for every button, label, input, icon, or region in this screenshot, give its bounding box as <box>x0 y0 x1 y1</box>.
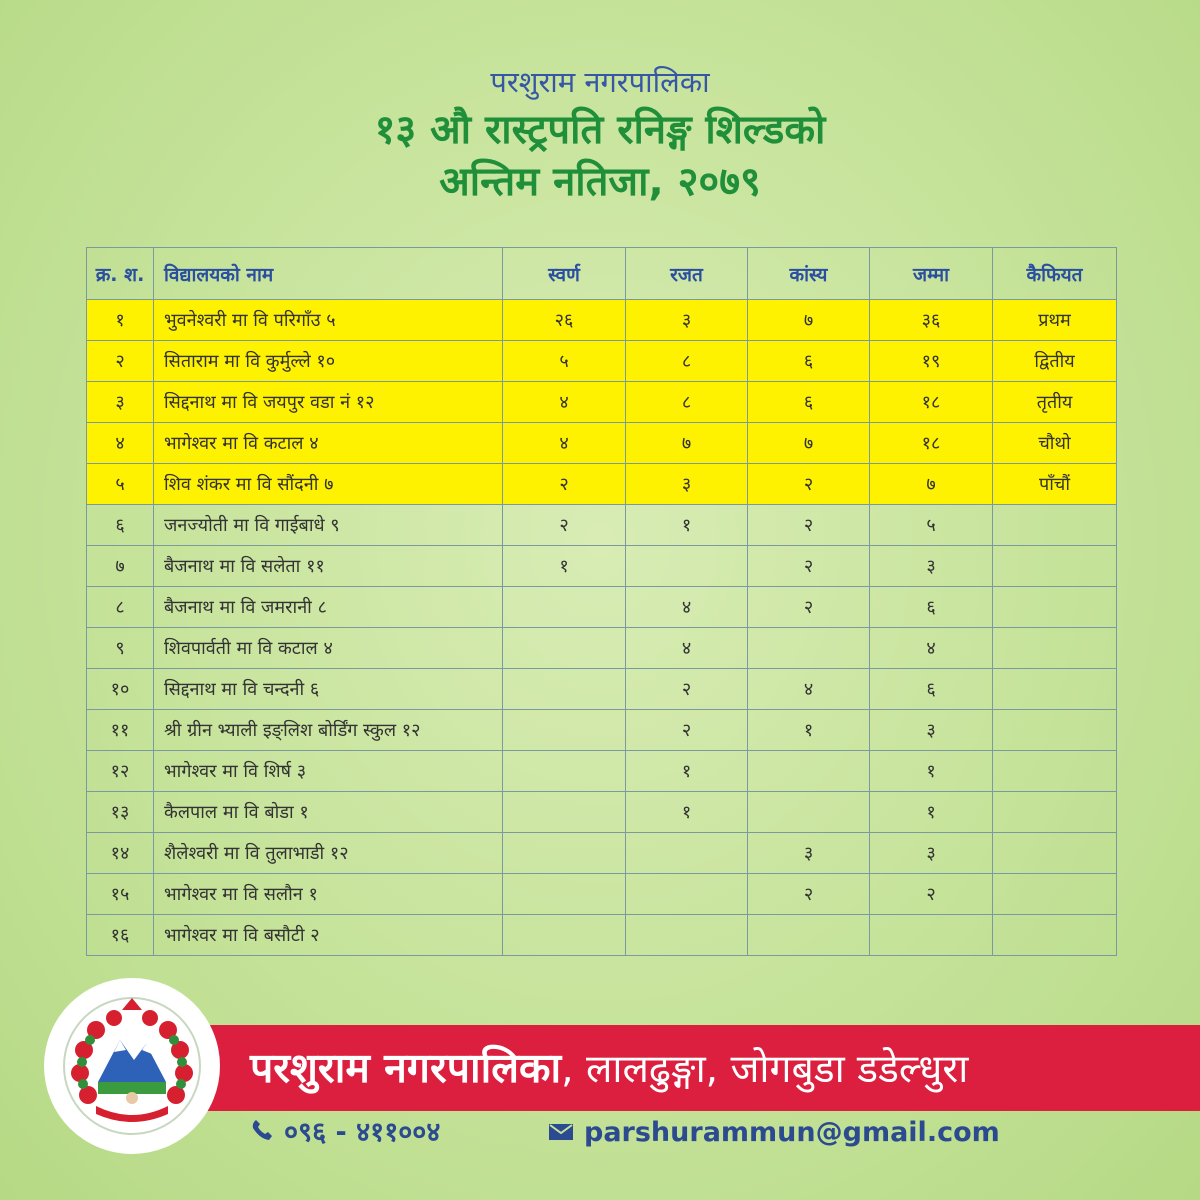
cell-name: भागेश्वर मा वि सलौन १ <box>154 874 503 915</box>
cell-bronze: १ <box>748 710 870 751</box>
cell-remarks: तृतीय <box>993 382 1117 423</box>
cell-gold: ५ <box>503 341 626 382</box>
cell-silver: १ <box>626 751 748 792</box>
cell-total: ६ <box>870 587 993 628</box>
cell-silver: ४ <box>626 628 748 669</box>
cell-gold: २ <box>503 505 626 546</box>
cell-bronze <box>748 628 870 669</box>
cell-sn: १६ <box>87 915 154 956</box>
cell-silver: ८ <box>626 341 748 382</box>
cell-total: १ <box>870 792 993 833</box>
cell-total: ३ <box>870 833 993 874</box>
org-name: परशुराम नगरपालिका <box>490 65 710 99</box>
cell-bronze: ७ <box>748 423 870 464</box>
table-row <box>87 669 1117 710</box>
cell-remarks <box>993 874 1117 915</box>
cell-silver: ७ <box>626 423 748 464</box>
cell-silver <box>626 546 748 587</box>
cell-sn: ८ <box>87 587 154 628</box>
cell-total: ७ <box>870 464 993 505</box>
cell-bronze: २ <box>748 874 870 915</box>
cell-silver: ३ <box>626 464 748 505</box>
cell-silver: २ <box>626 710 748 751</box>
cell-name: बैजनाथ मा वि जमरानी ८ <box>154 587 503 628</box>
cell-silver <box>626 874 748 915</box>
cell-bronze: २ <box>748 587 870 628</box>
table-row <box>87 915 1117 956</box>
cell-name: सिताराम मा वि कुर्मुल्ले १० <box>154 341 503 382</box>
table-body <box>87 300 1117 956</box>
nepal-emblem-icon <box>44 978 220 1154</box>
footer-address: , लालढुङ्गा, जोगबुडा डडेल्धुरा <box>561 1047 969 1092</box>
cell-bronze: ४ <box>748 669 870 710</box>
cell-remarks: प्रथम <box>993 300 1117 341</box>
cell-silver <box>626 915 748 956</box>
cell-remarks <box>993 833 1117 874</box>
col-header-gold: स्वर्ण <box>503 248 626 300</box>
cell-gold <box>503 751 626 792</box>
table-row <box>87 464 1117 505</box>
cell-total: ६ <box>870 669 993 710</box>
table-row <box>87 710 1117 751</box>
contact-phone <box>250 1113 440 1153</box>
cell-gold <box>503 628 626 669</box>
table-row <box>87 341 1117 382</box>
header <box>0 60 1200 208</box>
cell-total <box>870 915 993 956</box>
cell-silver: ४ <box>626 587 748 628</box>
cell-silver: २ <box>626 669 748 710</box>
table-row <box>87 505 1117 546</box>
cell-sn: ७ <box>87 546 154 587</box>
cell-total: १८ <box>870 382 993 423</box>
cell-remarks <box>993 505 1117 546</box>
cell-gold: ४ <box>503 382 626 423</box>
cell-gold <box>503 710 626 751</box>
cell-bronze <box>748 751 870 792</box>
cell-remarks: पाँचौं <box>993 464 1117 505</box>
cell-remarks <box>993 669 1117 710</box>
cell-total: १८ <box>870 423 993 464</box>
cell-gold <box>503 669 626 710</box>
cell-gold: १ <box>503 546 626 587</box>
cell-name: जनज्योती मा वि गाईबाधे ९ <box>154 505 503 546</box>
cell-gold <box>503 915 626 956</box>
cell-remarks <box>993 546 1117 587</box>
cell-name: कैलपाल मा वि बोडा १ <box>154 792 503 833</box>
cell-silver: १ <box>626 505 748 546</box>
cell-total: ३ <box>870 710 993 751</box>
cell-sn: १२ <box>87 751 154 792</box>
cell-gold: २ <box>503 464 626 505</box>
cell-sn: ९ <box>87 628 154 669</box>
cell-sn: १३ <box>87 792 154 833</box>
cell-name: शैलेश्वरी मा वि तुलाभाडी १२ <box>154 833 503 874</box>
phone-number: ०९६ - ४११००४ <box>284 1117 441 1148</box>
cell-silver <box>626 833 748 874</box>
title-line-2: अन्तिम नतिजा, २०७९ <box>439 159 761 205</box>
cell-remarks <box>993 710 1117 751</box>
cell-gold <box>503 833 626 874</box>
cell-gold <box>503 874 626 915</box>
cell-bronze: २ <box>748 505 870 546</box>
cell-sn: ६ <box>87 505 154 546</box>
cell-silver: ३ <box>626 300 748 341</box>
cell-name: भागेश्वर मा वि बसौटी २ <box>154 915 503 956</box>
cell-bronze: २ <box>748 546 870 587</box>
cell-remarks <box>993 587 1117 628</box>
table-row <box>87 833 1117 874</box>
cell-name: भागेश्वर मा वि कटाल ४ <box>154 423 503 464</box>
cell-sn: ४ <box>87 423 154 464</box>
cell-name: सिद्दनाथ मा वि जयपुर वडा नं १२ <box>154 382 503 423</box>
table-row <box>87 382 1117 423</box>
table-row <box>87 792 1117 833</box>
cell-total: ५ <box>870 505 993 546</box>
results-table <box>86 247 1117 956</box>
col-header-remarks: कैफियत <box>993 248 1117 300</box>
cell-sn: २ <box>87 341 154 382</box>
cell-total: १ <box>870 751 993 792</box>
cell-gold: ४ <box>503 423 626 464</box>
cell-remarks <box>993 751 1117 792</box>
cell-sn: ३ <box>87 382 154 423</box>
cell-name: भुवनेश्वरी मा वि परिगाँउ ५ <box>154 300 503 341</box>
cell-sn: ५ <box>87 464 154 505</box>
cell-bronze: २ <box>748 464 870 505</box>
table-row <box>87 628 1117 669</box>
cell-remarks: चौथो <box>993 423 1117 464</box>
title-line-1: १३ औ रास्ट्रपति रनिङ्ग शिल्डको <box>374 107 826 153</box>
cell-remarks <box>993 628 1117 669</box>
cell-gold <box>503 587 626 628</box>
envelope-icon <box>548 1114 574 1154</box>
cell-name: शिव शंकर मा वि सौंदनी ७ <box>154 464 503 505</box>
cell-total: ३६ <box>870 300 993 341</box>
cell-sn: १४ <box>87 833 154 874</box>
table-row <box>87 587 1117 628</box>
cell-total: ४ <box>870 628 993 669</box>
cell-sn: १ <box>87 300 154 341</box>
cell-gold: २६ <box>503 300 626 341</box>
cell-total: १९ <box>870 341 993 382</box>
col-header-total: जम्मा <box>870 248 993 300</box>
col-header-bronze: कांस्य <box>748 248 870 300</box>
cell-remarks <box>993 792 1117 833</box>
cell-name: श्री ग्रीन भ्याली इङ्लिश बोर्डिंग स्कुल १२ <box>154 710 503 751</box>
table-row <box>87 751 1117 792</box>
cell-bronze: ३ <box>748 833 870 874</box>
cell-silver: १ <box>626 792 748 833</box>
table-row <box>87 423 1117 464</box>
cell-name: शिवपार्वती मा वि कटाल ४ <box>154 628 503 669</box>
col-header-sn: क्र. श. <box>87 248 154 300</box>
cell-name: भागेश्वर मा वि शिर्ष ३ <box>154 751 503 792</box>
col-header-silver: रजत <box>626 248 748 300</box>
col-header-name: विद्यालयको नाम <box>154 248 503 300</box>
cell-sn: १० <box>87 669 154 710</box>
cell-remarks: द्वितीय <box>993 341 1117 382</box>
cell-sn: ११ <box>87 710 154 751</box>
table-row <box>87 874 1117 915</box>
table-header-row <box>87 248 1117 300</box>
cell-total: ३ <box>870 546 993 587</box>
contact-email <box>548 1113 1000 1153</box>
cell-bronze <box>748 792 870 833</box>
cell-name: बैजनाथ मा वि सलेता ११ <box>154 546 503 587</box>
email-address: parshurammun@gmail.com <box>584 1117 1000 1148</box>
cell-silver: ८ <box>626 382 748 423</box>
cell-bronze <box>748 915 870 956</box>
cell-name: सिद्दनाथ मा वि चन्दनी ६ <box>154 669 503 710</box>
cell-bronze: ६ <box>748 382 870 423</box>
cell-total: २ <box>870 874 993 915</box>
cell-sn: १५ <box>87 874 154 915</box>
cell-gold <box>503 792 626 833</box>
cell-remarks <box>993 915 1117 956</box>
footer-title <box>250 1025 968 1111</box>
phone-icon <box>250 1114 274 1154</box>
footer-org-name: परशुराम नगरपालिका <box>250 1044 562 1092</box>
table-row <box>87 546 1117 587</box>
cell-bronze: ६ <box>748 341 870 382</box>
table-row <box>87 300 1117 341</box>
cell-bronze: ७ <box>748 300 870 341</box>
